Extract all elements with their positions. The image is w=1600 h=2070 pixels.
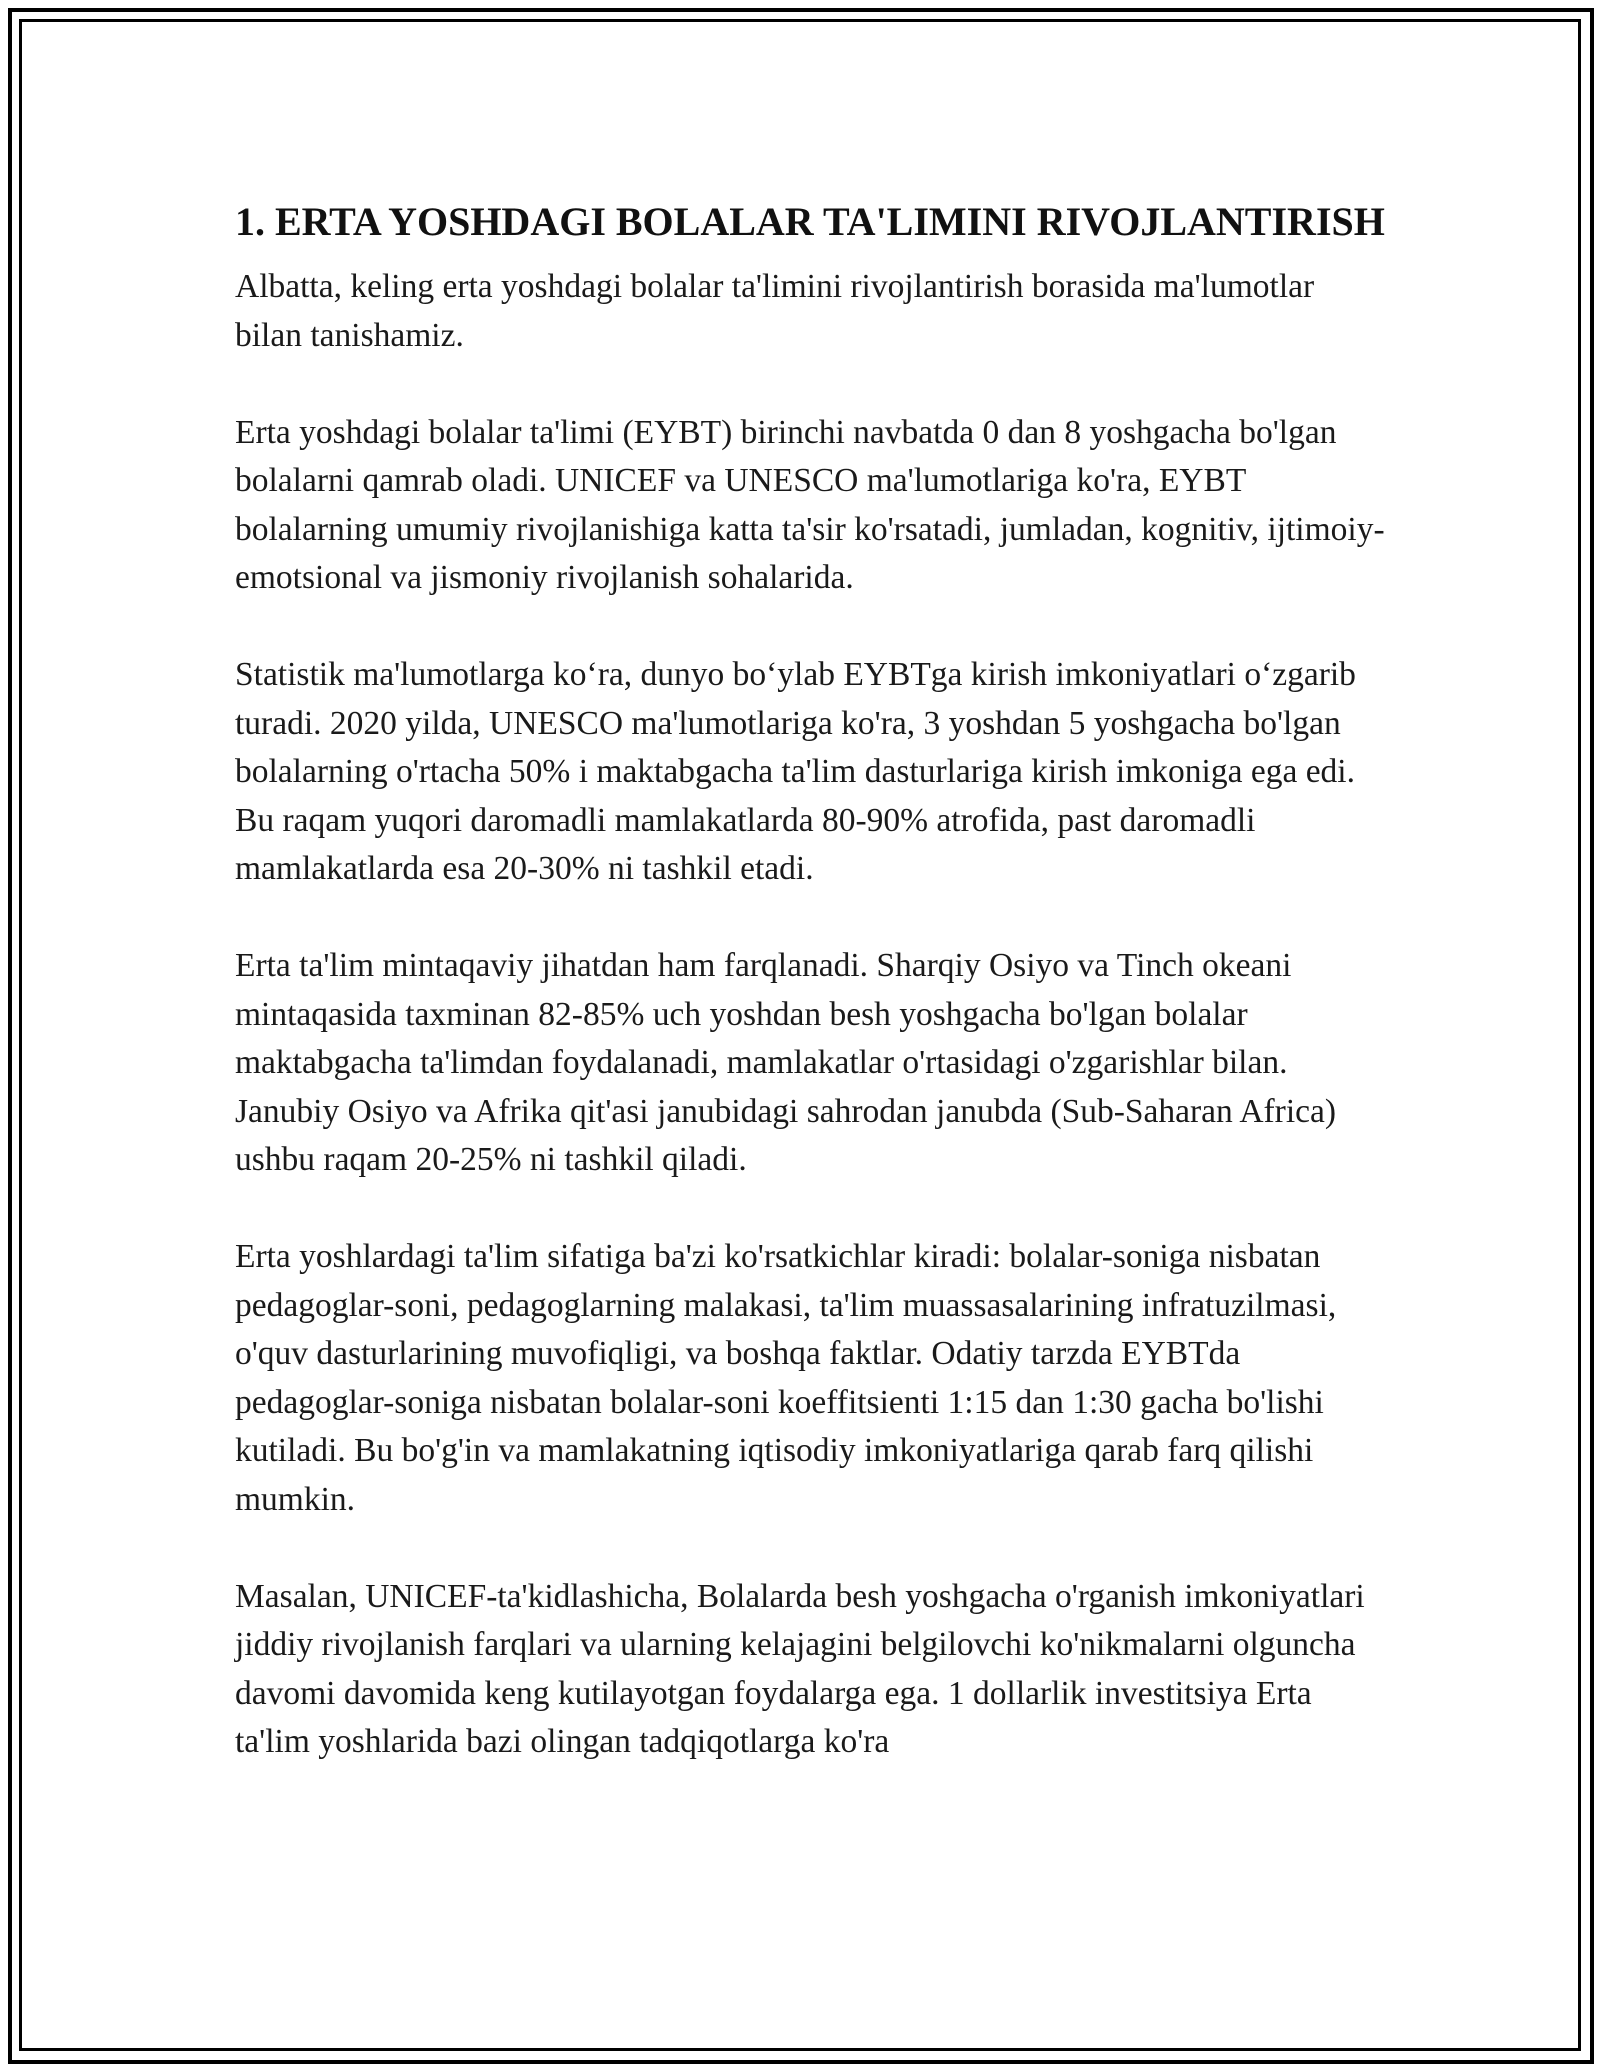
section-heading: 1. ERTA YOSHDAGI BOLALAR TA'LIMINI RIVOJLANTIRISH bbox=[235, 199, 1385, 244]
paragraph-quality-indicators: Erta yoshlardagi ta'lim sifatiga ba'zi ko'rsatkichlar kiradi: bolalar-soniga nisbatan pedagoglar-soni, pedagoglarning malakasi, ta'lim muassasalarining infratuzilmasi, o'quv dasturlarining muvofiqligi, va boshqa faktlar. Odatiy tarzda EYBTda pedagoglar-soniga nisbatan bolalar-soni koeffitsienti 1:15 dan 1:30 gacha bo'lishi kutiladi. Bu bo'g'in va mamlakatning iqtisodiy imkoniyatlariga qarab farq qilishi mumkin. bbox=[235, 1238, 1337, 1518]
paragraph-eybt-definition: Erta yoshdagi bolalar ta'limi (EYBT) birinchi navbatda 0 dan 8 yoshgacha bo'lgan bolalarni qamrab oladi. UNICEF va UNESCO ma'lumotlariga ko'ra, EYBT bolalarning umumiy rivojlanishiga katta ta'sir ko'rsatadi, jumladan, kognitiv, ijtimoiy-emotsional va jismoniy rivojlanish sohalarida. bbox=[235, 413, 1385, 596]
paragraph-regional: Erta ta'lim mintaqaviy jihatdan ham farqlanadi. Sharqiy Osiyo va Tinch okeani mintaqasida taxminan 82-85% uch yoshdan besh yoshgacha bo'lgan bolalar maktabgacha ta'limdan foydalanadi, mamlakatlar o'rtasidagi o'zgarishlar bilan. Janubiy Osiyo va Afrika qit'asi janubidagi sahrodan janubda (Sub-Saharan Africa) ushbu raqam 20-25% ni tashkil qiladi. bbox=[235, 947, 1337, 1178]
paragraph-statistics: Statistik ma'lumotlarga ko‘ra, dunyo bo‘ylab EYBTga kirish imkoniyatlari o‘zgarib turadi. 2020 yilda, UNESCO ma'lumotlariga ko'ra, 3 yoshdan 5 yoshgacha bo'lgan bolalarning o'rtacha 50% i maktabgacha ta'lim dasturlariga kirish imkoniga ega edi. Bu raqam yuqori daromadli mamlakatlarda 80-90% atrofida, past daromadli mamlakatlarda esa 20-30% ni tashkil etadi. bbox=[235, 656, 1356, 887]
paragraph-unicef-example: Masalan, UNICEF-ta'kidlashicha, Bolalarda besh yoshgacha o'rganish imkoniyatlari jiddiy rivojlanish farqlari va ularning kelajagini belgilovchi ko'nikmalarni olguncha davomi davomida keng kutilayotgan foydalarga ega. 1 dollarlik investitsiya Erta ta'lim yoshlarida bazi olingan tadqiqotlarga ko'ra bbox=[235, 1577, 1365, 1760]
document-body bbox=[235, 186, 1385, 1767]
paragraph-intro: Albatta, keling erta yoshdagi bolalar ta'limini rivojlantirish borasida ma'lumotlar bilan tanishamiz. bbox=[235, 268, 1315, 354]
